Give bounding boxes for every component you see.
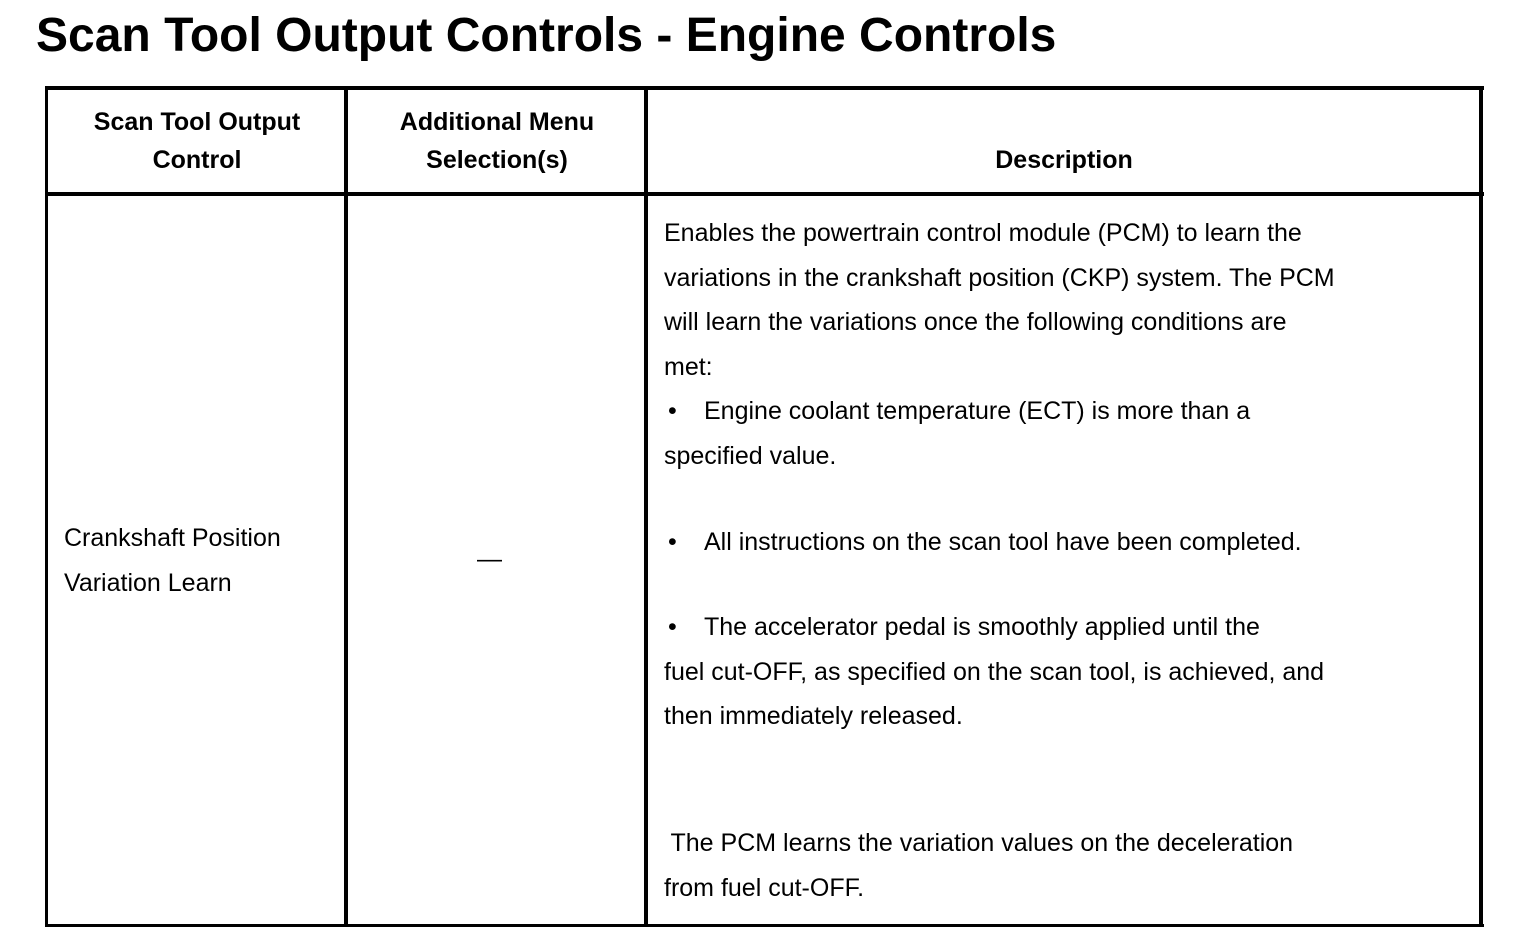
table-border-right [1479,86,1483,927]
paragraph-gap [664,564,1335,605]
header-col2-line2: Selection(s) [426,146,568,174]
header-scan-tool-output-control [48,103,346,179]
condition-continuation: then immediately released. [664,702,963,731]
table-border-bottom [45,924,1484,927]
control-name-line2: Variation Learn [64,568,232,597]
condition-continuation: specified value. [664,441,837,470]
table-border-left [45,86,48,927]
header-additional-menu-selections [348,103,646,179]
condition-text: All instructions on the scan tool have been completed. [704,527,1302,556]
description-intro-line: variations in the crankshaft position (CKP) system. The PCM [664,263,1335,292]
column-divider-1 [344,86,348,927]
bullet-glyph: • [668,613,677,642]
condition-text: The accelerator pedal is smoothly applied until the [704,613,1260,642]
paragraph-gap [664,479,1335,520]
condition-text: Engine coolant temperature (ECT) is more than a [704,397,1251,426]
header-divider [45,192,1484,196]
header-col1-line1: Scan Tool Output [93,108,301,136]
condition-bullet-1 [664,389,1335,434]
bullet-glyph: • [668,397,677,426]
page-title: Scan Tool Output Controls - Engine Controls [36,9,1057,62]
header-col2-line1: Additional Menu [399,108,595,136]
column-divider-2 [644,86,648,927]
condition-bullet-2 [664,520,1335,565]
description-closing-line: The PCM learns the variation values on the deceleration [664,828,1294,857]
paragraph-gap [664,739,1335,821]
description-closing-line: from fuel cut-OFF. [664,873,865,902]
bullet-glyph: • [668,527,677,556]
condition-continuation: fuel cut-OFF, as specified on the scan tool, is achieved, and [664,657,1325,686]
control-name-line1: Crankshaft Position [64,524,281,552]
table-border-top [45,86,1484,90]
description-intro-line: Enables the powertrain control module (PCM) to learn the [664,219,1302,247]
menu-selection-value: — [477,545,502,573]
header-col1-line2: Control [152,146,242,174]
description-cell [664,211,1335,910]
control-name-cell [64,516,281,605]
condition-bullet-3 [664,605,1335,650]
header-col3: Description [995,146,1133,174]
header-description [648,141,1480,179]
description-intro-line: met: [664,352,713,381]
description-intro-line: will learn the variations once the following conditions are [664,308,1287,337]
